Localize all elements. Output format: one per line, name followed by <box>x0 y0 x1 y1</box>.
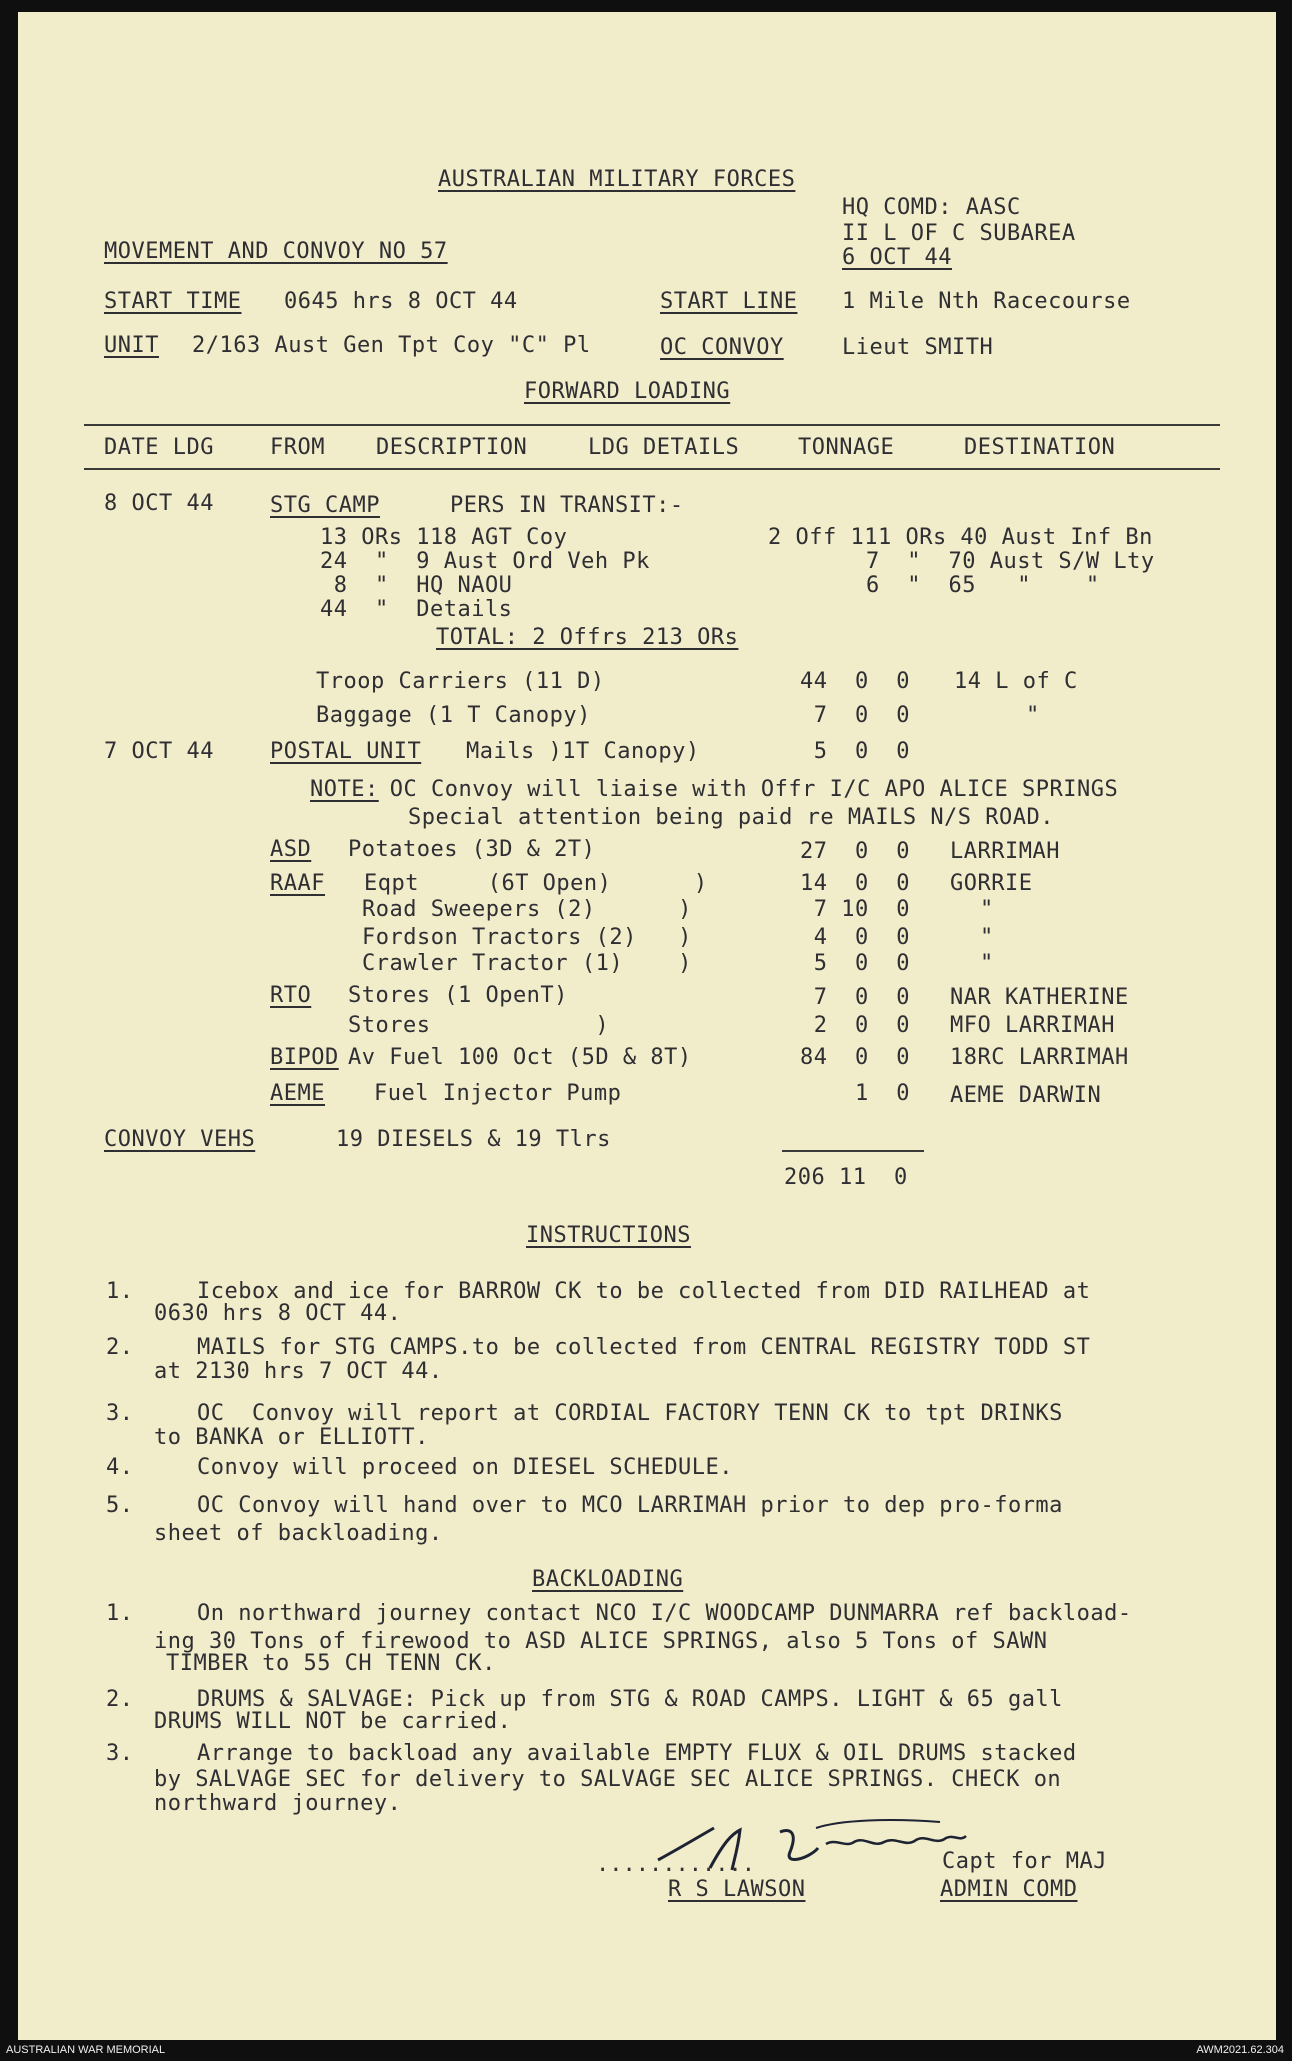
instr-5-line-b: sheet of backloading. <box>154 1521 443 1546</box>
baggage-tonnage: 7 0 0 <box>800 703 910 728</box>
aeme-tonnage: 1 0 <box>800 1081 910 1106</box>
row2-tonnage: 5 0 0 <box>800 739 910 764</box>
col-description: DESCRIPTION <box>376 435 528 460</box>
fordson-tractors: Fordson Tractors (2) ) <box>362 925 692 950</box>
back-2-line-b: DRUMS WILL NOT be carried. <box>154 1709 512 1734</box>
asd-label: ASD <box>270 837 312 862</box>
road-sweepers: Road Sweepers (2) ) <box>362 897 692 922</box>
back-3-line-c: northward journey. <box>154 1791 402 1816</box>
troop-carriers-tonnage: 44 0 0 <box>800 669 910 694</box>
stores-2-tonnage: 2 0 0 <box>800 1013 910 1038</box>
start-line-value: 1 Mile Nth Racecourse <box>842 289 1131 314</box>
stores-2: Stores ) <box>348 1013 610 1038</box>
row1-from: STG CAMP <box>270 493 380 518</box>
back-1-line-c: TIMBER to 55 CH TENN CK. <box>166 1651 496 1676</box>
convoy-vehs-value: 19 DIESELS & 19 Tlrs <box>336 1127 611 1152</box>
col-destination: DESTINATION <box>964 435 1116 460</box>
bipod-dest: 18RC LARRIMAH <box>950 1045 1129 1070</box>
aeme-label: AEME <box>270 1081 325 1106</box>
troop-carriers-dest: 14 L of C <box>954 669 1078 694</box>
hq-date: 6 OCT 44 <box>842 245 952 270</box>
back-1-line-b: ing 30 Tons of firewood to ASD ALICE SPRINGS, also 5 Tons of SAWN <box>154 1629 1048 1654</box>
instr-2-line-a: MAILS for STG CAMPS.to be collected from CENTRAL REGISTRY TODD ST <box>142 1335 1091 1360</box>
section-forward-loading: FORWARD LOADING <box>524 379 731 404</box>
pers-line-3: 8 " HQ NAOU <box>320 573 513 598</box>
baggage: Baggage (1 T Canopy) <box>316 703 591 728</box>
rto-label: RTO <box>270 983 312 1008</box>
row1-desc: PERS IN TRANSIT:- <box>450 493 684 518</box>
instr-1-line-a: Icebox and ice for BARROW CK to be collected from DID RAILHEAD at <box>142 1279 1091 1304</box>
instr-4-line-a: Convoy will proceed on DIESEL SCHEDULE. <box>142 1455 734 1480</box>
instr-3-num: 3. <box>106 1401 134 1426</box>
instr-3-line-b: to BANKA or ELLIOTT. <box>154 1425 429 1450</box>
raaf-dest: GORRIE <box>950 871 1033 896</box>
instr-4-num: 4. <box>106 1455 134 1480</box>
crawler-tractor-tonnage: 5 0 0 <box>800 951 910 976</box>
row2-from: POSTAL UNIT <box>270 739 422 764</box>
pers-line-1-dest: 2 Off 111 ORs 40 Aust Inf Bn <box>768 525 1153 550</box>
back-2-num: 2. <box>106 1687 134 1712</box>
raaf-tonnage: 14 0 0 <box>800 871 910 896</box>
start-line-label: START LINE <box>660 289 798 314</box>
signatory-appointment: ADMIN COMD <box>940 1877 1078 1902</box>
raaf-label: RAAF <box>270 871 325 896</box>
aeme-desc: Fuel Injector Pump <box>374 1081 622 1106</box>
bipod-label: BIPOD <box>270 1045 339 1070</box>
road-sweepers-dest: " <box>980 897 994 922</box>
rule-top <box>84 424 1220 426</box>
asd-desc: Potatoes (3D & 2T) <box>348 837 596 862</box>
back-1-num: 1. <box>106 1601 134 1626</box>
backloading-title: BACKLOADING <box>532 1567 684 1592</box>
col-date: DATE LDG <box>104 435 214 460</box>
instr-5-line-a: OC Convoy will hand over to MCO LARRIMAH prior to dep pro-forma <box>142 1493 1063 1518</box>
hq-line-2: II L OF C SUBAREA <box>842 221 1076 246</box>
instr-3-line-a: OC Convoy will report at CORDIAL FACTORY TENN CK to tpt DRINKS <box>142 1401 1063 1426</box>
oc-convoy-value: Lieut SMITH <box>842 335 994 360</box>
archive-footer <box>0 2040 1292 2061</box>
rule-under-headers <box>84 468 1220 470</box>
oc-convoy-label: OC CONVOY <box>660 335 784 360</box>
signature-dots: ............ <box>596 1852 755 1877</box>
rto-dest: NAR KATHERINE <box>950 985 1129 1010</box>
road-sweepers-tonnage: 7 10 0 <box>800 897 910 922</box>
instr-2-line-b: at 2130 hrs 7 OCT 44. <box>154 1359 443 1384</box>
instr-5-num: 5. <box>106 1493 134 1518</box>
hq-line-1: HQ COMD: AASC <box>842 195 1021 220</box>
raaf-desc: Eqpt (6T Open) ) <box>364 871 708 896</box>
back-3-line-a: Arrange to backload any available EMPTY FLUX & OIL DRUMS stacked <box>142 1741 1077 1766</box>
back-3-line-b: by SALVAGE SEC for delivery to SALVAGE SEC ALICE SPRINGS. CHECK on <box>154 1767 1062 1792</box>
fordson-tractors-dest: " <box>980 925 994 950</box>
fordson-tractors-tonnage: 4 0 0 <box>800 925 910 950</box>
row1-date: 8 OCT 44 <box>104 491 214 516</box>
unit-label: UNIT <box>104 333 159 358</box>
bipod-desc: Av Fuel 100 Oct (5D & 8T) <box>348 1045 692 1070</box>
total-rule <box>782 1150 924 1152</box>
convoy-vehs-label: CONVOY VEHS <box>104 1127 256 1152</box>
grand-total: 206 11 0 <box>784 1165 908 1190</box>
instr-2-num: 2. <box>106 1335 134 1360</box>
crawler-tractor: Crawler Tractor (1) ) <box>362 951 692 976</box>
signature-rank: Capt for MAJ <box>942 1849 1107 1874</box>
troop-carriers: Troop Carriers (11 D) <box>316 669 605 694</box>
footer-accession-number: AWM2021.62.304 <box>1196 2044 1284 2056</box>
back-3-num: 3. <box>106 1741 134 1766</box>
crawler-tractor-dest: " <box>980 951 994 976</box>
pers-line-1: 13 ORs 118 AGT Coy <box>320 525 568 550</box>
col-from: FROM <box>270 435 325 460</box>
back-1-line-a: On northward journey contact NCO I/C WOODCAMP DUNMARRA ref backload- <box>142 1601 1132 1626</box>
org-title: AUSTRALIAN MILITARY FORCES <box>438 167 796 192</box>
pers-line-4: 44 " Details <box>320 597 513 622</box>
col-ldg-details: LDG DETAILS <box>588 435 740 460</box>
signatory-name: R S LAWSON <box>668 1877 806 1902</box>
asd-dest: LARRIMAH <box>950 839 1060 864</box>
unit-value: 2/163 Aust Gen Tpt Coy "C" Pl <box>192 333 591 358</box>
pers-line-2-dest: 7 " 70 Aust S/W Lty <box>866 549 1155 574</box>
rto-tonnage: 7 0 0 <box>800 985 910 1010</box>
note-line-1: OC Convoy will liaise with Offr I/C APO ALICE SPRINGS <box>376 777 1119 802</box>
pers-line-3-dest: 6 " 65 " " <box>866 573 1100 598</box>
stores-2-dest: MFO LARRIMAH <box>950 1013 1115 1038</box>
footer-archive-name: AUSTRALIAN WAR MEMORIAL <box>6 2044 166 2056</box>
baggage-dest: " <box>1026 703 1040 728</box>
note-label: NOTE: <box>310 777 379 802</box>
instr-1-num: 1. <box>106 1279 134 1304</box>
movement-title: MOVEMENT AND CONVOY NO 57 <box>104 239 448 264</box>
start-time-value: 0645 hrs 8 OCT 44 <box>284 289 518 314</box>
pers-total: TOTAL: 2 Offrs 213 ORs <box>436 625 739 650</box>
instr-1-line-b: 0630 hrs 8 OCT 44. <box>154 1301 402 1326</box>
instructions-title: INSTRUCTIONS <box>526 1223 691 1248</box>
row2-date: 7 OCT 44 <box>104 739 214 764</box>
bipod-tonnage: 84 0 0 <box>800 1045 910 1070</box>
pers-line-2: 24 " 9 Aust Ord Veh Pk <box>320 549 650 574</box>
col-tonnage: TONNAGE <box>798 435 895 460</box>
back-2-line-a: DRUMS & SALVAGE: Pick up from STG & ROAD CAMPS. LIGHT & 65 gall <box>142 1687 1063 1712</box>
note-line-2: Special attention being paid re MAILS N/S ROAD. <box>408 805 1055 830</box>
aeme-dest: AEME DARWIN <box>950 1083 1102 1108</box>
rto-desc: Stores (1 OpenT) <box>348 983 568 1008</box>
start-time-label: START TIME <box>104 289 242 314</box>
row2-desc: Mails )1T Canopy) <box>466 739 700 764</box>
asd-tonnage: 27 0 0 <box>800 839 910 864</box>
